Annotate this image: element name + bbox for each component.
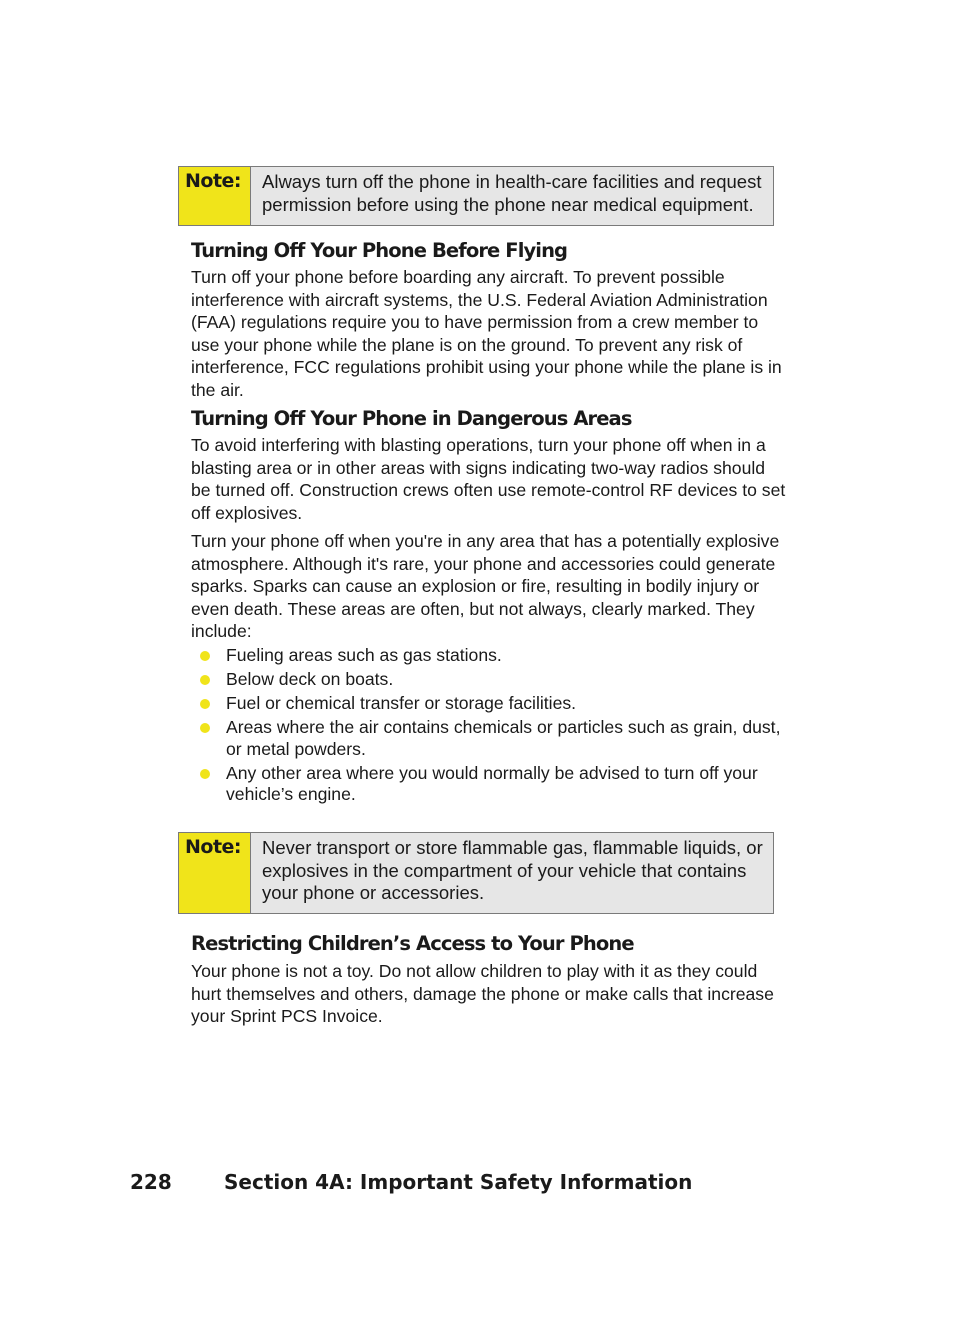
list-item: Areas where the air contains chemicals or particles such as grain, dust, or metal powders.	[191, 717, 787, 760]
note-text: Always turn off the phone in health-care facilities and request permission before using the phone near medical equipment.	[251, 167, 773, 225]
note-box-medical	[178, 166, 774, 226]
bullet-icon	[200, 675, 210, 685]
note-label: Note:	[179, 833, 251, 913]
page-number: 228	[130, 1170, 172, 1194]
bullet-icon	[200, 651, 210, 661]
list-item: Fuel or chemical transfer or storage facilities.	[191, 693, 787, 715]
section-heading-dangerous-areas: Turning Off Your Phone in Dangerous Areas	[191, 407, 632, 430]
list-item: Fueling areas such as gas stations.	[191, 645, 787, 667]
paragraph-flying: Turn off your phone before boarding any aircraft. To prevent possible interference with aircraft systems, the U.S. Federal Aviation Administration (FAA) regulations require you to have permission from a crew member to use your phone while the plane is on the ground. To prevent any risk of interference, FCC regulations prohibit using your phone while the plane is in the air.	[191, 267, 782, 400]
section-heading-flying: Turning Off Your Phone Before Flying	[191, 239, 568, 262]
note-text: Never transport or store flammable gas, flammable liquids, or explosives in the compartment of your vehicle that contains your phone or accessories.	[251, 833, 773, 913]
section-heading-children: Restricting Children’s Access to Your Phone	[191, 932, 634, 955]
paragraph-children: Your phone is not a toy. Do not allow children to play with it as they could hurt themselves and others, damage the phone or make calls that increase your Sprint PCS Invoice.	[191, 961, 774, 1027]
section-title: Section 4A: Important Safety Information	[224, 1170, 693, 1194]
page-footer	[130, 1170, 692, 1194]
list-item: Below deck on boats.	[191, 669, 787, 691]
bullet-icon	[200, 769, 210, 779]
paragraph-explosive-atmosphere: Turn your phone off when you're in any area that has a potentially explosive atmosphere. Although it's rare, your phone and accessories could generate sparks. Sparks can cause an explosion or fire, resulting in bodily injury or even death. These areas are often, but not always, clearly marked. They include:	[191, 531, 780, 642]
dangerous-areas-list	[191, 645, 787, 808]
bullet-icon	[200, 699, 210, 709]
note-label: Note:	[179, 167, 251, 225]
note-box-flammables	[178, 832, 774, 914]
bullet-icon	[200, 723, 210, 733]
list-item: Any other area where you would normally be advised to turn off your vehicle’s engine.	[191, 763, 787, 806]
paragraph-blasting: To avoid interfering with blasting operations, turn your phone off when in a blasting area or in other areas with signs indicating two-way radios should be turned off. Construction crews often use remote-control RF devices to set off explosives.	[191, 435, 786, 523]
